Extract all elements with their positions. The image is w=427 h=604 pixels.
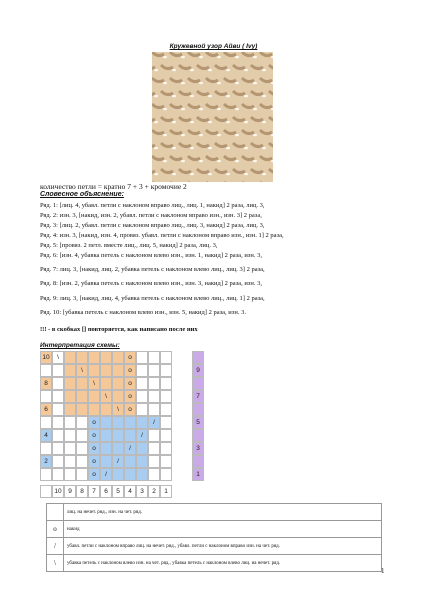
row-instruction: Ряд. 1: [лиц. 4, убавл. петли с наклоном вправо лиц., лиц. 1, накид] 2 раза, лиц. 3,	[40, 202, 265, 209]
chart-cell	[112, 377, 124, 390]
interpretation-heading: Интерпретация схемы:	[40, 342, 120, 349]
chart-cell	[64, 468, 76, 481]
chart-cell	[160, 429, 172, 442]
chart-cell	[124, 455, 136, 468]
row-instruction: Ряд. 4: изн. 3, [накид, изн. 4, провяз. убавл. петли с наклоном вправо изн., изн. 1] 2 раза,	[40, 232, 284, 239]
description-heading: Словесное объяснение:	[40, 191, 124, 198]
chart-cell	[64, 429, 76, 442]
row-number-right: 9	[192, 364, 204, 377]
row-number-right	[192, 429, 204, 442]
row-instruction: Ряд. 2: изн. 3, [накид, изн. 2, убавл. петли с наклоном вправо изн., изн. 3] 2 раза,	[40, 212, 262, 219]
row-number-right	[192, 455, 204, 468]
row-number-right: 7	[192, 390, 204, 403]
chart-cell	[76, 442, 88, 455]
chart-cell	[100, 429, 112, 442]
chart-cell	[112, 468, 124, 481]
row-number-left	[40, 442, 52, 455]
legend-symbol: /	[47, 538, 64, 555]
row-number-right	[192, 377, 204, 390]
row-instruction: Ряд. 3: [лиц. 2, убавл. петли с наклоном вправо лиц., лиц. 3, накид] 2 раза, лиц. 3,	[40, 222, 265, 229]
row-number-left: 8	[40, 377, 52, 390]
chart-cell	[52, 468, 64, 481]
chart-cell	[64, 455, 76, 468]
row-instruction: Ряд. 6: [изн. 4, убавка петель с наклоном влево изн., изн. 1, накид] 2 раза, изн. 3,	[40, 252, 262, 259]
pattern-title: Кружевной узор Айви ( Ivy)	[169, 43, 258, 50]
chart-cell	[136, 377, 148, 390]
symbol-legend	[46, 503, 382, 572]
chart-cell	[100, 377, 112, 390]
chart-cell: o	[88, 416, 100, 429]
chart-cell	[64, 351, 76, 364]
chart-cell	[52, 377, 64, 390]
chart-cell	[112, 416, 124, 429]
chart-cell	[100, 442, 112, 455]
chart-cell	[136, 403, 148, 416]
row-instruction: Ряд. 9: лиц. 3, [накид, лиц. 4, убавка петель с наклоном влево лиц., лиц. 1] 2 раза,	[40, 295, 265, 302]
column-number: 1	[160, 485, 172, 498]
row-number-left	[40, 468, 52, 481]
chart-cell	[148, 390, 160, 403]
chart-cell: \	[88, 377, 100, 390]
legend-row	[47, 538, 382, 555]
chart-cell	[160, 468, 172, 481]
row-number-right: 5	[192, 416, 204, 429]
row-number-right: 1	[192, 468, 204, 481]
stitch-count: количество петли = кратно 7 + 3 + кромочие 2	[40, 182, 187, 191]
chart-cell	[64, 442, 76, 455]
chart-cell	[160, 416, 172, 429]
column-number: 7	[88, 485, 100, 498]
chart-cell	[64, 403, 76, 416]
legend-row	[47, 521, 382, 538]
chart-cell	[112, 364, 124, 377]
chart-cell	[52, 455, 64, 468]
chart-cell: o	[124, 390, 136, 403]
chart-cell	[76, 351, 88, 364]
chart-cell	[148, 429, 160, 442]
chart-cell	[76, 377, 88, 390]
legend-row	[47, 555, 382, 572]
chart-cell	[76, 403, 88, 416]
chart-cell: /	[124, 442, 136, 455]
chart-cell	[76, 416, 88, 429]
column-number: 5	[112, 485, 124, 498]
column-number: 4	[124, 485, 136, 498]
chart-cell	[52, 416, 64, 429]
row-number-left: 4	[40, 429, 52, 442]
chart-cell	[52, 364, 64, 377]
chart-cell	[148, 403, 160, 416]
chart-cell: o	[124, 377, 136, 390]
chart-cell	[100, 364, 112, 377]
chart-cell	[88, 364, 100, 377]
chart-cell	[136, 390, 148, 403]
chart-cell: o	[88, 455, 100, 468]
chart-cell: /	[136, 429, 148, 442]
chart-cell	[52, 390, 64, 403]
row-number-left	[40, 390, 52, 403]
chart-cell	[112, 442, 124, 455]
chart-cell	[88, 390, 100, 403]
chart-cell: /	[100, 468, 112, 481]
knitted-sample-photo	[152, 52, 273, 182]
chart-cell	[76, 429, 88, 442]
chart-cell	[64, 390, 76, 403]
chart-cell: \	[76, 364, 88, 377]
legend-symbol: o	[47, 521, 64, 538]
column-number: 6	[100, 485, 112, 498]
chart-cell	[76, 468, 88, 481]
chart-cell	[52, 403, 64, 416]
chart-cell	[88, 351, 100, 364]
chart-cell	[112, 390, 124, 403]
chart-cell	[52, 429, 64, 442]
chart-cell: o	[88, 429, 100, 442]
chart-cell	[160, 351, 172, 364]
chart-cell: \	[52, 351, 64, 364]
chart-cell	[100, 416, 112, 429]
legend-text: лиц. на нечет. ряд., изн. на чет. ряд.	[64, 504, 382, 521]
column-number: 3	[136, 485, 148, 498]
chart-cell	[148, 468, 160, 481]
column-number: 2	[148, 485, 160, 498]
chart-cell	[64, 364, 76, 377]
chart-cell	[64, 416, 76, 429]
chart-cell	[100, 351, 112, 364]
legend-text: накид	[64, 521, 382, 538]
row-instruction: Ряд. 7: лиц. 3, [накид, лиц. 2, убавка петель с наклоном влево лиц., лиц. 3] 2 раза,	[40, 266, 265, 273]
row-number-left: 10	[40, 351, 52, 364]
chart-cell	[148, 377, 160, 390]
chart-cell	[124, 416, 136, 429]
column-number: 9	[64, 485, 76, 498]
chart-cell	[136, 351, 148, 364]
chart-cell: o	[124, 351, 136, 364]
chart-cell: o	[88, 442, 100, 455]
chart-cell: \	[112, 403, 124, 416]
chart-cell	[88, 403, 100, 416]
chart-cell	[112, 351, 124, 364]
chart-cell	[148, 364, 160, 377]
column-number: 10	[52, 485, 64, 498]
row-number-left: 6	[40, 403, 52, 416]
row-number-left	[40, 416, 52, 429]
chart-cell	[160, 390, 172, 403]
chart-cell: o	[124, 403, 136, 416]
chart-cell	[100, 455, 112, 468]
chart-cell	[100, 403, 112, 416]
chart-cell	[136, 442, 148, 455]
row-number-right: 3	[192, 442, 204, 455]
row-number-right	[192, 351, 204, 364]
row-number-left: 2	[40, 455, 52, 468]
chart-cell: o	[88, 468, 100, 481]
chart-cell: \	[100, 390, 112, 403]
chart-cell	[76, 390, 88, 403]
legend-symbol: \	[47, 555, 64, 572]
row-instruction: Ряд. 5: [провяз. 2 петл. вместе лиц., лиц. 5, накид] 2 раза, лиц. 3,	[40, 242, 218, 249]
chart-cell	[160, 403, 172, 416]
chart-cell	[112, 429, 124, 442]
chart-cell	[160, 455, 172, 468]
legend-symbol	[47, 504, 64, 521]
row-number-left	[40, 364, 52, 377]
chart-cell	[160, 442, 172, 455]
chart-cell	[136, 416, 148, 429]
chart-cell	[160, 377, 172, 390]
legend-text: убавка петель с наклоном влево изн. на чет. ряд., убавка петель с наклоном влево лиц. на нечет. ряд.	[64, 555, 382, 572]
chart-cell	[124, 468, 136, 481]
chart-cell	[148, 442, 160, 455]
row-instruction: Ряд. 10: [убавка петель с наклоном влево изн., изн. 5, накид] 2 раза, изн. 3.	[40, 309, 246, 316]
page-number: 1	[381, 567, 385, 575]
legend-text: убавл. петли с наклоном вправо лиц. на нечет. ряд., убавл. петли с наклоном вправо изн. на чет. ряд.	[64, 538, 382, 555]
chart-cell	[160, 364, 172, 377]
chart-cell	[148, 351, 160, 364]
chart-cell	[136, 364, 148, 377]
chart-cell: o	[124, 364, 136, 377]
chart-cell	[76, 455, 88, 468]
row-instruction: Ряд. 8: [изн. 2, убавка петель с наклоном влево изн., изн. 3, накид] 2 раза, изн. 3,	[40, 280, 262, 287]
legend-row	[47, 504, 382, 521]
chart-cell: /	[112, 455, 124, 468]
chart-cell	[148, 455, 160, 468]
chart-cell	[64, 377, 76, 390]
repeat-note: !!! - в скобках [] повторяется, как написано после них	[40, 326, 198, 333]
chart-cell: /	[148, 416, 160, 429]
chart-cell	[124, 429, 136, 442]
chart-cell	[52, 442, 64, 455]
column-number	[40, 485, 52, 498]
column-number: 8	[76, 485, 88, 498]
chart-cell	[136, 455, 148, 468]
chart-cell	[136, 468, 148, 481]
row-number-right	[192, 403, 204, 416]
